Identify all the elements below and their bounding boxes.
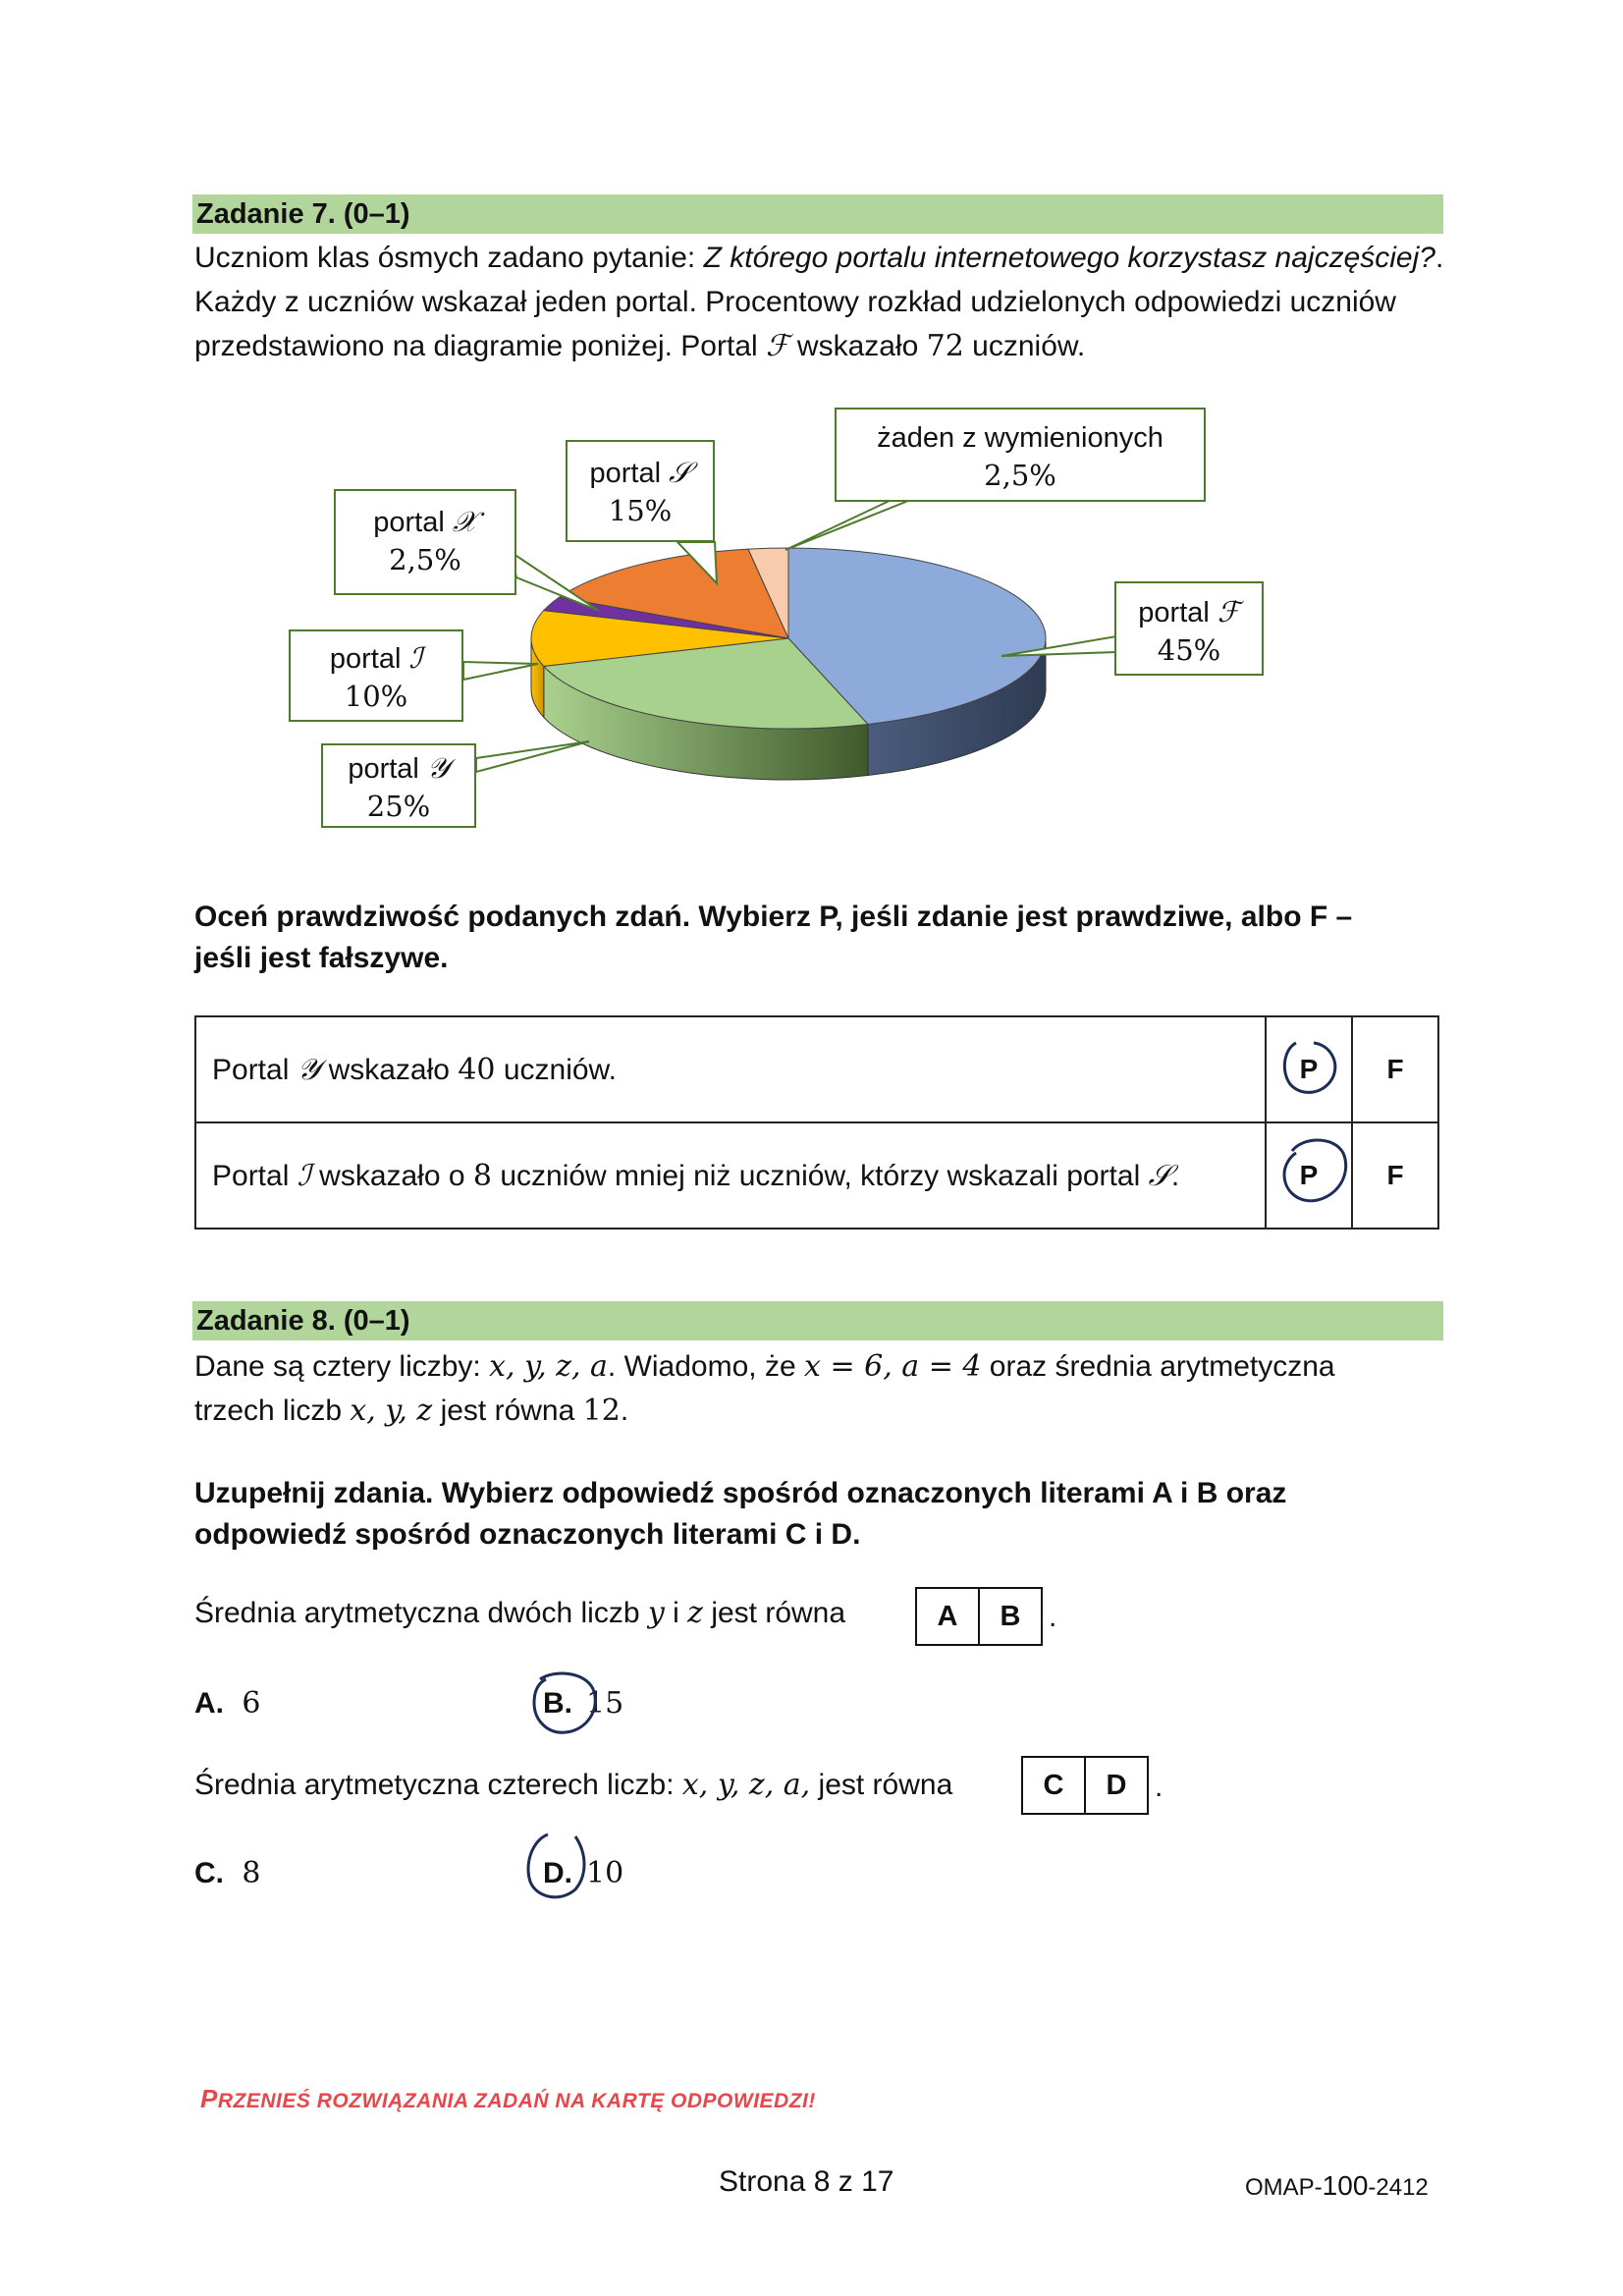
statement-2-option-p[interactable]: P: [1266, 1122, 1352, 1229]
option-c[interactable]: C. 8: [194, 1856, 261, 1890]
answer-box-ab: [915, 1587, 1043, 1646]
task8-instruction: [194, 1473, 1451, 1556]
callout-portal-x-value: 2,5%: [389, 543, 461, 576]
handwritten-circle-icon: [518, 1825, 597, 1907]
task8-instruction-line2: odpowiedź spośród oznaczonych literami C i D.: [194, 1518, 861, 1551]
callout-portal-y-value: 25%: [366, 790, 431, 823]
handwritten-circle-icon: [1272, 1129, 1351, 1208]
callout-pointer-none: [785, 499, 913, 550]
callout-portal-f-value: 45%: [1157, 633, 1221, 667]
table-row: [195, 1122, 1438, 1229]
callout-portal-s-value: 15%: [608, 494, 673, 527]
task8-intro: [194, 1344, 1451, 1433]
exam-code: OMAP-100-2412: [1245, 2170, 1429, 2201]
callout-portal-y-name: portal 𝒴: [348, 751, 450, 785]
callout-pointer-portal-i: [463, 662, 538, 680]
task7-intro-line3: przedstawiono na diagramie poniżej. Portal ℱ wskazało 72 uczniów.: [194, 329, 1086, 363]
statement-2-option-f[interactable]: F: [1352, 1122, 1438, 1229]
answer-box-c: C: [1043, 1770, 1064, 1801]
task8-intro-line1: Dane są cztery liczby: x, y, z, a. Wiadomo, że x = 6, a = 4 oraz średnia arytmetyczna: [194, 1349, 1335, 1384]
option-d[interactable]: D. 10: [543, 1856, 624, 1890]
true-false-table: [194, 1015, 1439, 1230]
callout-portal-i: [289, 629, 463, 722]
statement-1-option-p[interactable]: P: [1266, 1016, 1352, 1122]
callout-portal-s: [566, 440, 715, 542]
callout-portal-x: [334, 489, 516, 595]
option-a[interactable]: A. 6: [194, 1686, 261, 1721]
handwritten-circle-icon: [526, 1667, 605, 1736]
statement-1: Portal 𝒴 wskazało 40 uczniów.: [195, 1016, 1266, 1122]
callout-portal-s-name: portal 𝒮: [589, 456, 691, 489]
option-b[interactable]: B. 15: [543, 1686, 624, 1721]
callout-none: [835, 408, 1206, 502]
task8-instruction-line1: Uzupełnij zdania. Wybierz odpowiedź spośród oznaczonych literami A i B oraz: [194, 1477, 1287, 1509]
task7-intro-line1: Uczniom klas ósmych zadano pytanie: Z którego portalu internetowego korzystasz najczęściej?.: [194, 242, 1444, 274]
task7-instruction-line1: Oceń prawdziwość podanych zdań. Wybierz P, jeśli zdanie jest prawdziwe, albo F –: [194, 901, 1353, 933]
statement-1-option-f[interactable]: F: [1352, 1016, 1438, 1122]
task7-instruction-line2: jeśli jest fałszywe.: [194, 942, 449, 974]
callout-portal-x-name: portal 𝒳: [373, 505, 477, 538]
task8-question-1: Średnia arytmetyczna dwóch liczb y i z jest równa: [194, 1596, 846, 1630]
table-row: [195, 1016, 1438, 1122]
answer-box-a: A: [937, 1601, 958, 1632]
callout-portal-i-name: portal ℐ: [329, 641, 423, 675]
page-number: Strona 8 z 17: [719, 2165, 894, 2198]
handwritten-circle-icon: [1274, 1037, 1343, 1100]
task7-header: Zadanie 7. (0–1): [192, 194, 1443, 234]
answer-box-b: B: [978, 1589, 1041, 1644]
task8-question-2: Średnia arytmetyczna czterech liczb: x, y, z, a, jest równa: [194, 1768, 953, 1802]
callout-none-value: 2,5%: [984, 459, 1056, 492]
footer-transfer-note: PRZENIEŚ ROZWIĄZANIA ZADAŃ NA KARTĘ ODPOWIEDZI!: [200, 2084, 816, 2113]
callout-portal-f-name: portal ℱ: [1138, 595, 1240, 629]
task7-intro-line2: Każdy z uczniów wskazał jeden portal. Procentowy rozkład udzielonych odpowiedzi uczniów: [194, 286, 1396, 318]
answer-box-d: D: [1084, 1758, 1147, 1813]
answer-box-cd: [1021, 1756, 1149, 1815]
question-2-dot: .: [1155, 1771, 1163, 1803]
callout-portal-y: [321, 743, 476, 828]
callout-pointer-portal-y: [476, 741, 589, 772]
callout-portal-i-value: 10%: [344, 680, 408, 713]
pie-chart: [0, 0, 1623, 884]
task8-header: Zadanie 8. (0–1): [192, 1301, 1443, 1340]
statement-2: Portal ℐ wskazało o 8 uczniów mniej niż uczniów, którzy wskazali portal 𝒮.: [195, 1122, 1266, 1229]
task7-instruction: [194, 897, 1451, 979]
callout-portal-f: [1114, 581, 1264, 676]
callout-none-name: żaden z wymienionych: [877, 422, 1163, 454]
question-1-dot: .: [1049, 1601, 1057, 1633]
task8-intro-line2: trzech liczb x, y, z jest równa 12.: [194, 1394, 629, 1428]
